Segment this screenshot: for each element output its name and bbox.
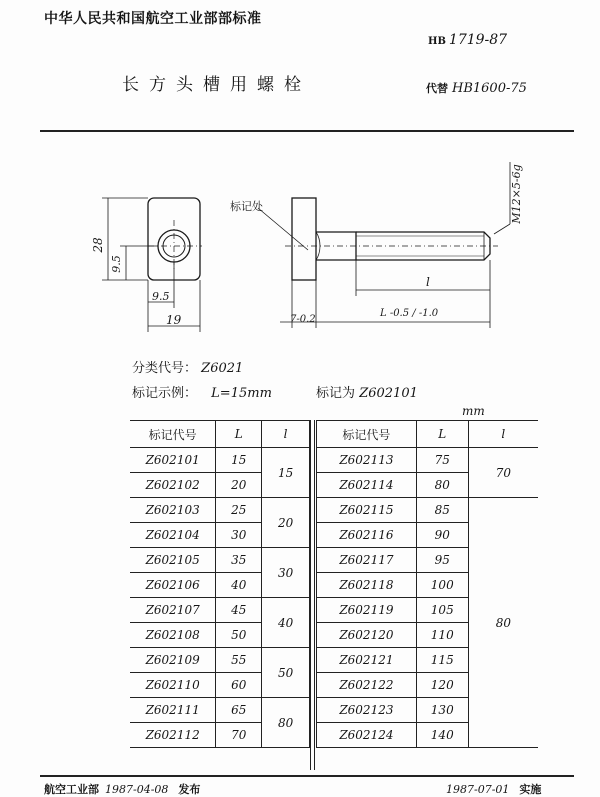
length-L: 50 bbox=[216, 623, 262, 648]
part-code: Z602113 bbox=[317, 448, 417, 473]
part-code: Z602105 bbox=[130, 548, 216, 573]
length-L: 55 bbox=[216, 648, 262, 673]
thread-length-l: 15 bbox=[262, 448, 310, 498]
effective-date: 1987-07-01 bbox=[446, 783, 510, 796]
part-code: Z602124 bbox=[317, 723, 417, 748]
issue-date: 1987-04-08 bbox=[105, 783, 169, 796]
classification-line: 分类代号： Z6021 bbox=[132, 361, 244, 376]
length-L: 40 bbox=[216, 573, 262, 598]
length-L: 105 bbox=[416, 598, 468, 623]
length-L: 35 bbox=[216, 548, 262, 573]
part-code: Z602103 bbox=[130, 498, 216, 523]
standard-organization: 中华人民共和国航空工业部部标准 bbox=[44, 11, 262, 27]
length-L: 140 bbox=[416, 723, 468, 748]
table-row bbox=[130, 448, 310, 473]
part-code: Z602107 bbox=[130, 598, 216, 623]
col-header-L: L bbox=[416, 421, 468, 448]
length-L: 20 bbox=[216, 473, 262, 498]
length-L: 120 bbox=[416, 673, 468, 698]
length-L: 75 bbox=[416, 448, 468, 473]
part-code: Z602106 bbox=[130, 573, 216, 598]
part-code: Z602104 bbox=[130, 523, 216, 548]
length-L: 90 bbox=[416, 523, 468, 548]
thread-length-l: 30 bbox=[262, 548, 310, 598]
issue-label: 发布 bbox=[178, 783, 201, 796]
dim-height: 28 bbox=[91, 237, 105, 253]
col-header-L: L bbox=[216, 421, 262, 448]
unit-label: mm bbox=[462, 404, 485, 418]
parts-table-right bbox=[316, 420, 538, 748]
footer-divider bbox=[40, 775, 574, 777]
thread-length-l: 70 bbox=[468, 448, 538, 498]
example-value: L=15mm bbox=[211, 386, 272, 401]
example-result-label: 标记为 bbox=[316, 386, 356, 401]
length-L: 30 bbox=[216, 523, 262, 548]
dim-width: 19 bbox=[166, 313, 182, 327]
standard-number bbox=[428, 32, 507, 48]
document-title: 长方头槽用螺栓 bbox=[122, 75, 311, 95]
part-code: Z602121 bbox=[317, 648, 417, 673]
thread-spec: M12×5-6g bbox=[510, 164, 523, 224]
part-code: Z602108 bbox=[130, 623, 216, 648]
part-code: Z602115 bbox=[317, 498, 417, 523]
part-code: Z602122 bbox=[317, 673, 417, 698]
part-code: Z602111 bbox=[130, 698, 216, 723]
replaces-label: 代替 bbox=[426, 82, 448, 95]
thread-length-l: 80 bbox=[468, 498, 538, 748]
parts-table-left bbox=[130, 420, 310, 748]
thread-length-l: 20 bbox=[262, 498, 310, 548]
length-L: 70 bbox=[216, 723, 262, 748]
thread-length-l: 50 bbox=[262, 648, 310, 698]
part-code: Z602117 bbox=[317, 548, 417, 573]
col-header-l: l bbox=[468, 421, 538, 448]
example-label: 标记示例 bbox=[132, 386, 185, 401]
dim-thread-length: l bbox=[426, 275, 430, 289]
length-L: 95 bbox=[416, 548, 468, 573]
table-row bbox=[130, 598, 310, 623]
dim-hole-vertical: 9.5 bbox=[110, 255, 123, 273]
table-row bbox=[130, 648, 310, 673]
thread-length-l: 80 bbox=[262, 698, 310, 748]
part-code: Z602110 bbox=[130, 673, 216, 698]
issuer: 航空工业部 bbox=[44, 783, 99, 796]
standard-prefix: HB bbox=[428, 36, 446, 47]
part-code: Z602114 bbox=[317, 473, 417, 498]
length-L: 80 bbox=[416, 473, 468, 498]
classification-value: Z6021 bbox=[201, 361, 244, 376]
table-row bbox=[130, 548, 310, 573]
header-divider bbox=[40, 130, 574, 132]
part-code: Z602109 bbox=[130, 648, 216, 673]
length-L: 110 bbox=[416, 623, 468, 648]
col-header-l: l bbox=[262, 421, 310, 448]
thread-length-l: 40 bbox=[262, 598, 310, 648]
example-line: 标记示例： L=15mm 标记为 Z602101 bbox=[132, 386, 418, 401]
footer-issue bbox=[44, 781, 200, 797]
footer-effective bbox=[446, 781, 541, 797]
table-row bbox=[317, 448, 539, 473]
effective-label: 实施 bbox=[519, 783, 542, 796]
table-row bbox=[130, 498, 310, 523]
table-row bbox=[130, 698, 310, 723]
standard-number-value: 1719-87 bbox=[448, 32, 508, 48]
part-code: Z602112 bbox=[130, 723, 216, 748]
part-code: Z602102 bbox=[130, 473, 216, 498]
dim-head-thickness: 7-0.2 bbox=[290, 314, 316, 325]
classification-label: 分类代号 bbox=[132, 361, 185, 376]
part-code: Z602118 bbox=[317, 573, 417, 598]
length-L: 130 bbox=[416, 698, 468, 723]
col-header-code: 标记代号 bbox=[130, 421, 216, 448]
example-result-value: Z602101 bbox=[359, 386, 418, 401]
length-L: 65 bbox=[216, 698, 262, 723]
length-L: 25 bbox=[216, 498, 262, 523]
part-code: Z602116 bbox=[317, 523, 417, 548]
part-code: Z602119 bbox=[317, 598, 417, 623]
head-side-view bbox=[292, 198, 316, 280]
length-L: 15 bbox=[216, 448, 262, 473]
dim-length: L -0.5 / -1.0 bbox=[380, 308, 439, 319]
marking-label: 标记处 bbox=[230, 200, 263, 213]
replaces-standard bbox=[426, 80, 527, 96]
bolt-drawing bbox=[80, 150, 540, 350]
dim-hole-horizontal: 9.5 bbox=[152, 290, 170, 303]
length-L: 60 bbox=[216, 673, 262, 698]
part-code: Z602120 bbox=[317, 623, 417, 648]
part-code: Z602123 bbox=[317, 698, 417, 723]
part-code: Z602101 bbox=[130, 448, 216, 473]
replaces-value: HB1600-75 bbox=[452, 81, 527, 96]
length-L: 100 bbox=[416, 573, 468, 598]
length-L: 85 bbox=[416, 498, 468, 523]
table-divider bbox=[310, 420, 315, 770]
table-row bbox=[317, 498, 539, 523]
col-header-code: 标记代号 bbox=[317, 421, 417, 448]
length-L: 45 bbox=[216, 598, 262, 623]
length-L: 115 bbox=[416, 648, 468, 673]
